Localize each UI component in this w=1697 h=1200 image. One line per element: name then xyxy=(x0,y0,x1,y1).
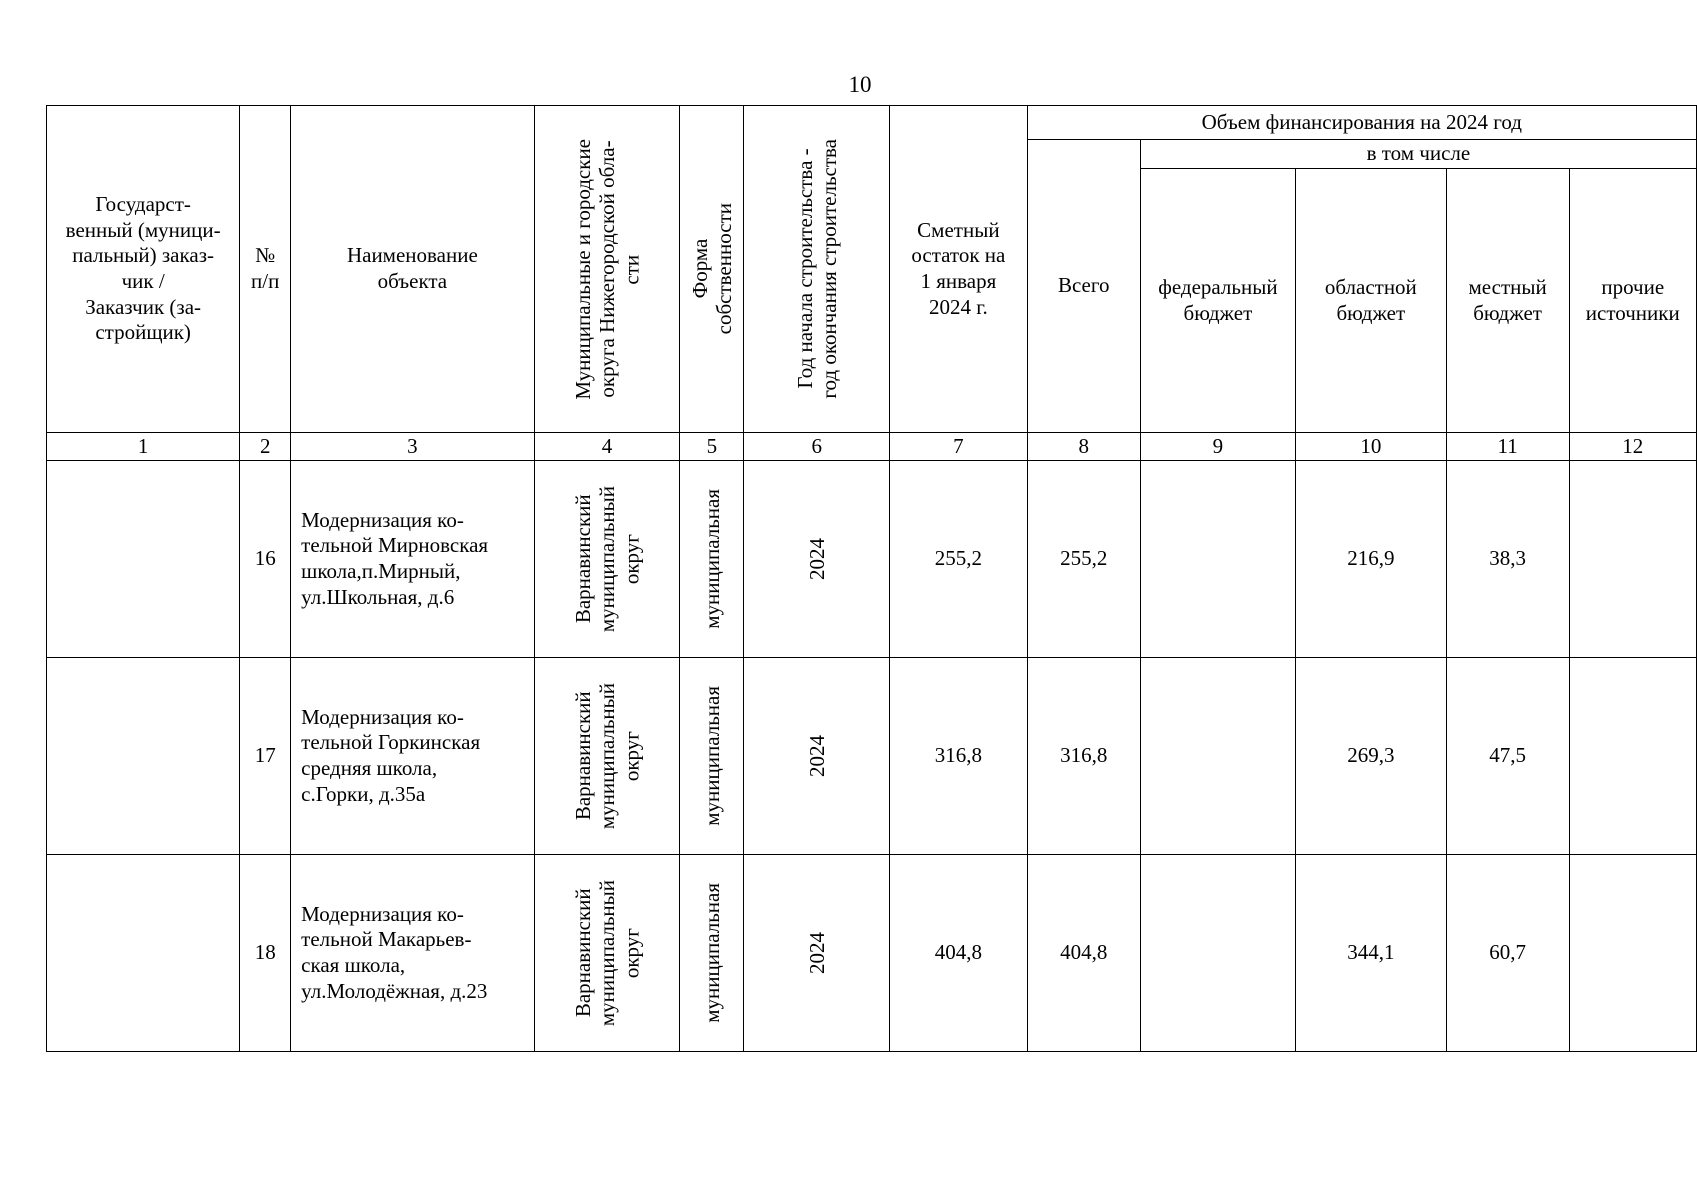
cell-object-name: Модернизация ко- тельной Макарьев- ская школа, ул.Молодёжная, д.23 xyxy=(291,855,534,1052)
cell-estimate: 404,8 xyxy=(890,855,1027,1052)
financing-table xyxy=(46,105,1697,1052)
header-customer: Государст- венный (муници- пальный) заказ- чик / Заказчик (за- стройщик) xyxy=(47,106,240,433)
header-object-name: Наименование объекта xyxy=(291,106,534,433)
column-number: 5 xyxy=(680,433,744,461)
table-row xyxy=(47,658,1697,855)
column-number: 3 xyxy=(291,433,534,461)
cell-object-name: Модернизация ко- тельной Мирновская школа,п.Мирный, ул.Школьная, д.6 xyxy=(291,461,534,658)
cell-years: 2024 xyxy=(744,855,890,1052)
cell-municipality: Варнавинский муниципальный округ xyxy=(534,855,680,1052)
cell-number: 18 xyxy=(240,855,291,1052)
cell-regional: 344,1 xyxy=(1295,855,1446,1052)
column-number: 10 xyxy=(1295,433,1446,461)
cell-customer xyxy=(47,658,240,855)
header-estimate: Сметный остаток на 1 января 2024 г. xyxy=(890,106,1027,433)
cell-ownership: муниципальная xyxy=(680,658,744,855)
cell-other xyxy=(1569,855,1696,1052)
header-regional: областной бюджет xyxy=(1295,169,1446,433)
cell-federal xyxy=(1140,658,1295,855)
cell-municipality: Варнавинский муниципальный округ xyxy=(534,658,680,855)
cell-customer xyxy=(47,855,240,1052)
cell-object-name: Модернизация ко- тельной Горкинская средняя школа, с.Горки, д.35а xyxy=(291,658,534,855)
cell-number: 16 xyxy=(240,461,291,658)
cell-ownership: муниципальная xyxy=(680,461,744,658)
header-including: в том числе xyxy=(1140,140,1696,169)
cell-years: 2024 xyxy=(744,658,890,855)
column-number: 8 xyxy=(1027,433,1140,461)
header-years: Год начала строительства - год окончания строительства xyxy=(744,106,890,433)
column-number: 7 xyxy=(890,433,1027,461)
cell-other xyxy=(1569,461,1696,658)
header-total: Всего xyxy=(1027,140,1140,433)
cell-total: 316,8 xyxy=(1027,658,1140,855)
header-other: прочие источники xyxy=(1569,169,1696,433)
header-financing-group: Объем финансирования на 2024 год xyxy=(1027,106,1696,140)
cell-total: 255,2 xyxy=(1027,461,1140,658)
cell-estimate: 316,8 xyxy=(890,658,1027,855)
cell-federal xyxy=(1140,855,1295,1052)
column-number: 12 xyxy=(1569,433,1696,461)
cell-federal xyxy=(1140,461,1295,658)
header-federal: федеральный бюджет xyxy=(1140,169,1295,433)
header-municipality: Муниципальные и городские округа Нижегородской обла- сти xyxy=(534,106,680,433)
cell-customer xyxy=(47,461,240,658)
table-row xyxy=(47,461,1697,658)
cell-other xyxy=(1569,658,1696,855)
header-local: местный бюджет xyxy=(1446,169,1569,433)
cell-total: 404,8 xyxy=(1027,855,1140,1052)
column-number-row xyxy=(47,433,1697,461)
column-number: 6 xyxy=(744,433,890,461)
header-number: № п/п xyxy=(240,106,291,433)
column-number: 4 xyxy=(534,433,680,461)
cell-local: 38,3 xyxy=(1446,461,1569,658)
cell-estimate: 255,2 xyxy=(890,461,1027,658)
cell-ownership: муниципальная xyxy=(680,855,744,1052)
header-ownership: Форма собственности xyxy=(680,106,744,433)
cell-regional: 269,3 xyxy=(1295,658,1446,855)
column-number: 2 xyxy=(240,433,291,461)
cell-years: 2024 xyxy=(744,461,890,658)
cell-local: 60,7 xyxy=(1446,855,1569,1052)
cell-number: 17 xyxy=(240,658,291,855)
column-number: 11 xyxy=(1446,433,1569,461)
cell-local: 47,5 xyxy=(1446,658,1569,855)
cell-municipality: Варнавинский муниципальный округ xyxy=(534,461,680,658)
table-row xyxy=(47,855,1697,1052)
page-number: 10 xyxy=(848,72,872,97)
column-number: 9 xyxy=(1140,433,1295,461)
column-number: 1 xyxy=(47,433,240,461)
cell-regional: 216,9 xyxy=(1295,461,1446,658)
